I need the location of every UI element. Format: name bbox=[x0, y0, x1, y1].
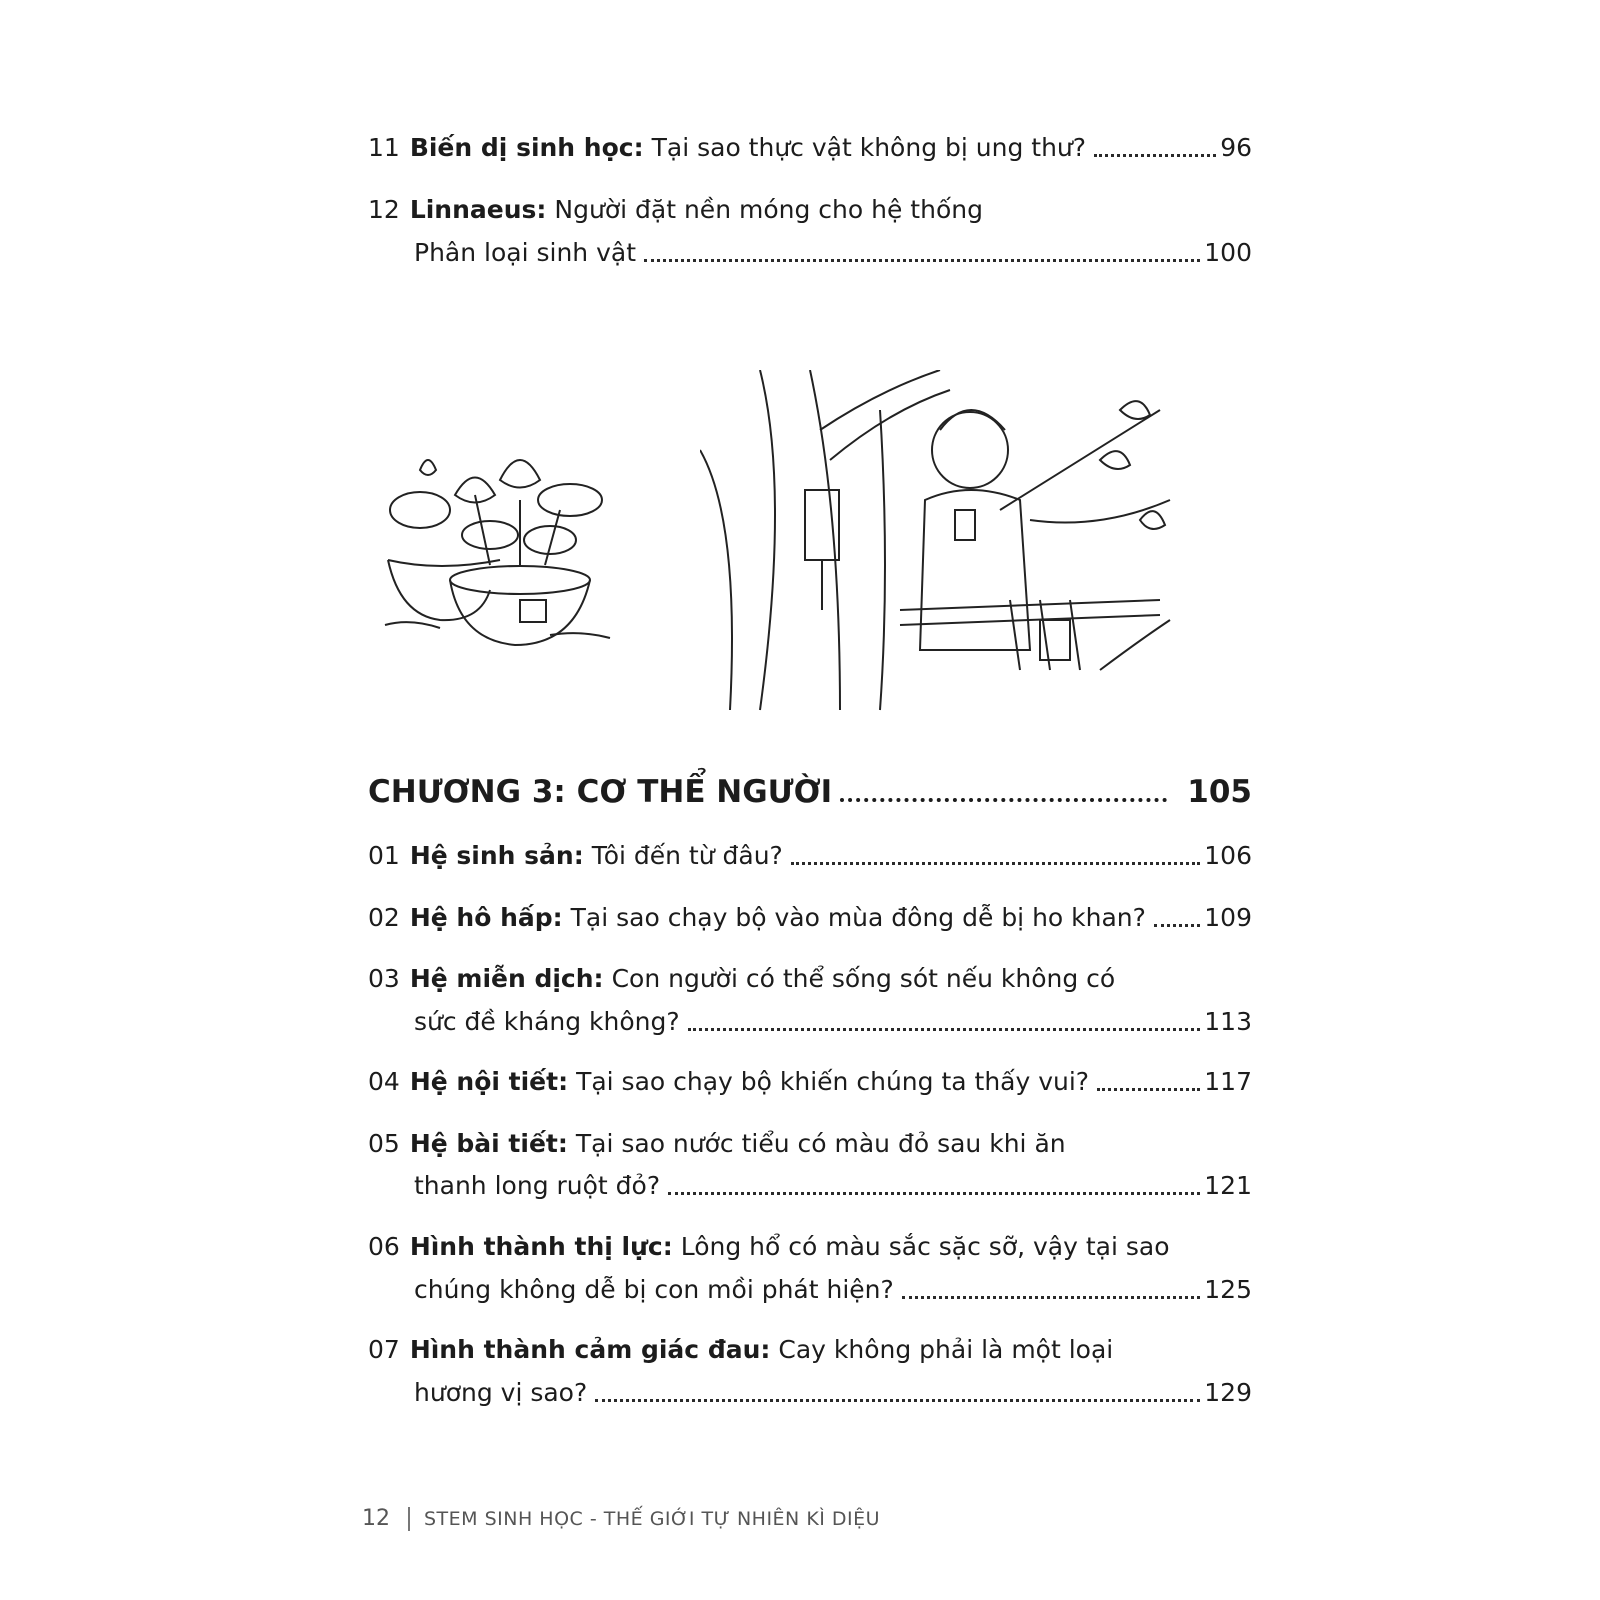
dot-leader bbox=[595, 1393, 1200, 1402]
toc-entry-01 bbox=[368, 832, 1252, 872]
toc-entry-06-cont bbox=[414, 1266, 1252, 1306]
entry-page: 121 bbox=[1204, 1171, 1252, 1200]
dot-leader bbox=[1154, 918, 1200, 927]
chapter-page: 105 bbox=[1187, 774, 1252, 810]
chapter-title: CHƯƠNG 3: CƠ THỂ NGƯỜI bbox=[368, 774, 833, 810]
boy-tree-illustration bbox=[700, 370, 1180, 720]
entry-text: Cay không phải là một loại bbox=[778, 1335, 1114, 1364]
entry-page: 113 bbox=[1204, 1007, 1252, 1036]
page-number: 12 bbox=[362, 1506, 390, 1531]
entry-text: Tại sao chạy bộ khiến chúng ta thấy vui? bbox=[576, 1067, 1090, 1096]
dot-leader bbox=[791, 856, 1200, 865]
dot-leader bbox=[902, 1290, 1201, 1299]
book-title: STEM SINH HỌC - THẾ GIỚI TỰ NHIÊN KÌ DIỆU bbox=[424, 1507, 881, 1530]
toc-entry-06 bbox=[368, 1223, 1252, 1263]
entry-text: Lông hổ có màu sắc sặc sỡ, vậy tại sao bbox=[680, 1232, 1170, 1261]
entry-page: 109 bbox=[1204, 903, 1252, 932]
toc-entry-07 bbox=[368, 1326, 1252, 1366]
entry-page: 125 bbox=[1204, 1275, 1252, 1304]
footer-divider bbox=[408, 1507, 410, 1531]
toc-entry-02 bbox=[368, 894, 1252, 934]
entry-topic: Hình thành thị lực: bbox=[409, 1232, 673, 1261]
entry-text: Tại sao chạy bộ vào mùa đông dễ bị ho khan? bbox=[570, 903, 1146, 932]
entry-topic: Biến dị sinh học: bbox=[409, 133, 644, 162]
entry-text: Tại sao thực vật không bị ung thư? bbox=[651, 133, 1087, 162]
dot-leader bbox=[644, 253, 1200, 262]
page-footer bbox=[362, 1506, 880, 1531]
entry-page: 100 bbox=[1204, 238, 1252, 267]
entry-text-cont: sức đề kháng không? bbox=[414, 1007, 680, 1036]
entry-topic: Hệ nội tiết: bbox=[409, 1067, 569, 1096]
entry-number: 11 bbox=[368, 133, 400, 162]
entry-text-cont: chúng không dễ bị con mồi phát hiện? bbox=[414, 1275, 894, 1304]
entry-number: 04 bbox=[368, 1067, 400, 1096]
entry-number: 03 bbox=[368, 964, 400, 993]
entry-number: 12 bbox=[368, 195, 400, 224]
entry-text: Tại sao nước tiểu có màu đỏ sau khi ăn bbox=[575, 1129, 1066, 1158]
entry-topic: Hệ sinh sản: bbox=[409, 841, 584, 870]
entry-number: 06 bbox=[368, 1232, 400, 1261]
toc-entry-04 bbox=[368, 1058, 1252, 1098]
entry-text: Con người có thể sống sót nếu không có bbox=[611, 964, 1116, 993]
dot-leader bbox=[840, 792, 1167, 802]
toc-entry-11 bbox=[368, 124, 1252, 164]
entry-topic: Linnaeus: bbox=[409, 195, 547, 224]
entry-topic: Hình thành cảm giác đau: bbox=[409, 1335, 771, 1364]
entry-topic: Hệ bài tiết: bbox=[409, 1129, 568, 1158]
entry-text-cont: hương vị sao? bbox=[414, 1378, 588, 1407]
chapter-heading bbox=[368, 766, 1252, 810]
entry-page: 117 bbox=[1204, 1067, 1252, 1096]
entry-text: Tôi đến từ đâu? bbox=[591, 841, 783, 870]
toc-entry-07-cont bbox=[414, 1369, 1252, 1409]
dot-leader bbox=[1097, 1082, 1200, 1091]
toc-entry-05-cont bbox=[414, 1162, 1252, 1202]
lotus-bowls-illustration bbox=[380, 440, 620, 650]
entry-number: 01 bbox=[368, 841, 400, 870]
dot-leader bbox=[668, 1186, 1200, 1195]
entry-topic: Hệ miễn dịch: bbox=[409, 964, 604, 993]
toc-entry-05 bbox=[368, 1120, 1252, 1160]
dot-leader bbox=[688, 1022, 1201, 1031]
toc-entry-03 bbox=[368, 955, 1252, 995]
entry-number: 05 bbox=[368, 1129, 400, 1158]
toc-entry-12 bbox=[368, 186, 1252, 226]
entry-topic: Hệ hô hấp: bbox=[409, 903, 563, 932]
dot-leader bbox=[1094, 148, 1216, 157]
entry-page: 129 bbox=[1204, 1378, 1252, 1407]
entry-number: 02 bbox=[368, 903, 400, 932]
entry-text-cont: Phân loại sinh vật bbox=[414, 238, 637, 267]
entry-text: Người đặt nền móng cho hệ thống bbox=[554, 195, 983, 224]
entry-number: 07 bbox=[368, 1335, 400, 1364]
entry-text-cont: thanh long ruột đỏ? bbox=[414, 1171, 661, 1200]
toc-entry-03-cont bbox=[414, 998, 1252, 1038]
toc-entry-12-cont bbox=[414, 229, 1252, 269]
entry-page: 106 bbox=[1204, 841, 1252, 870]
entry-page: 96 bbox=[1220, 133, 1252, 162]
